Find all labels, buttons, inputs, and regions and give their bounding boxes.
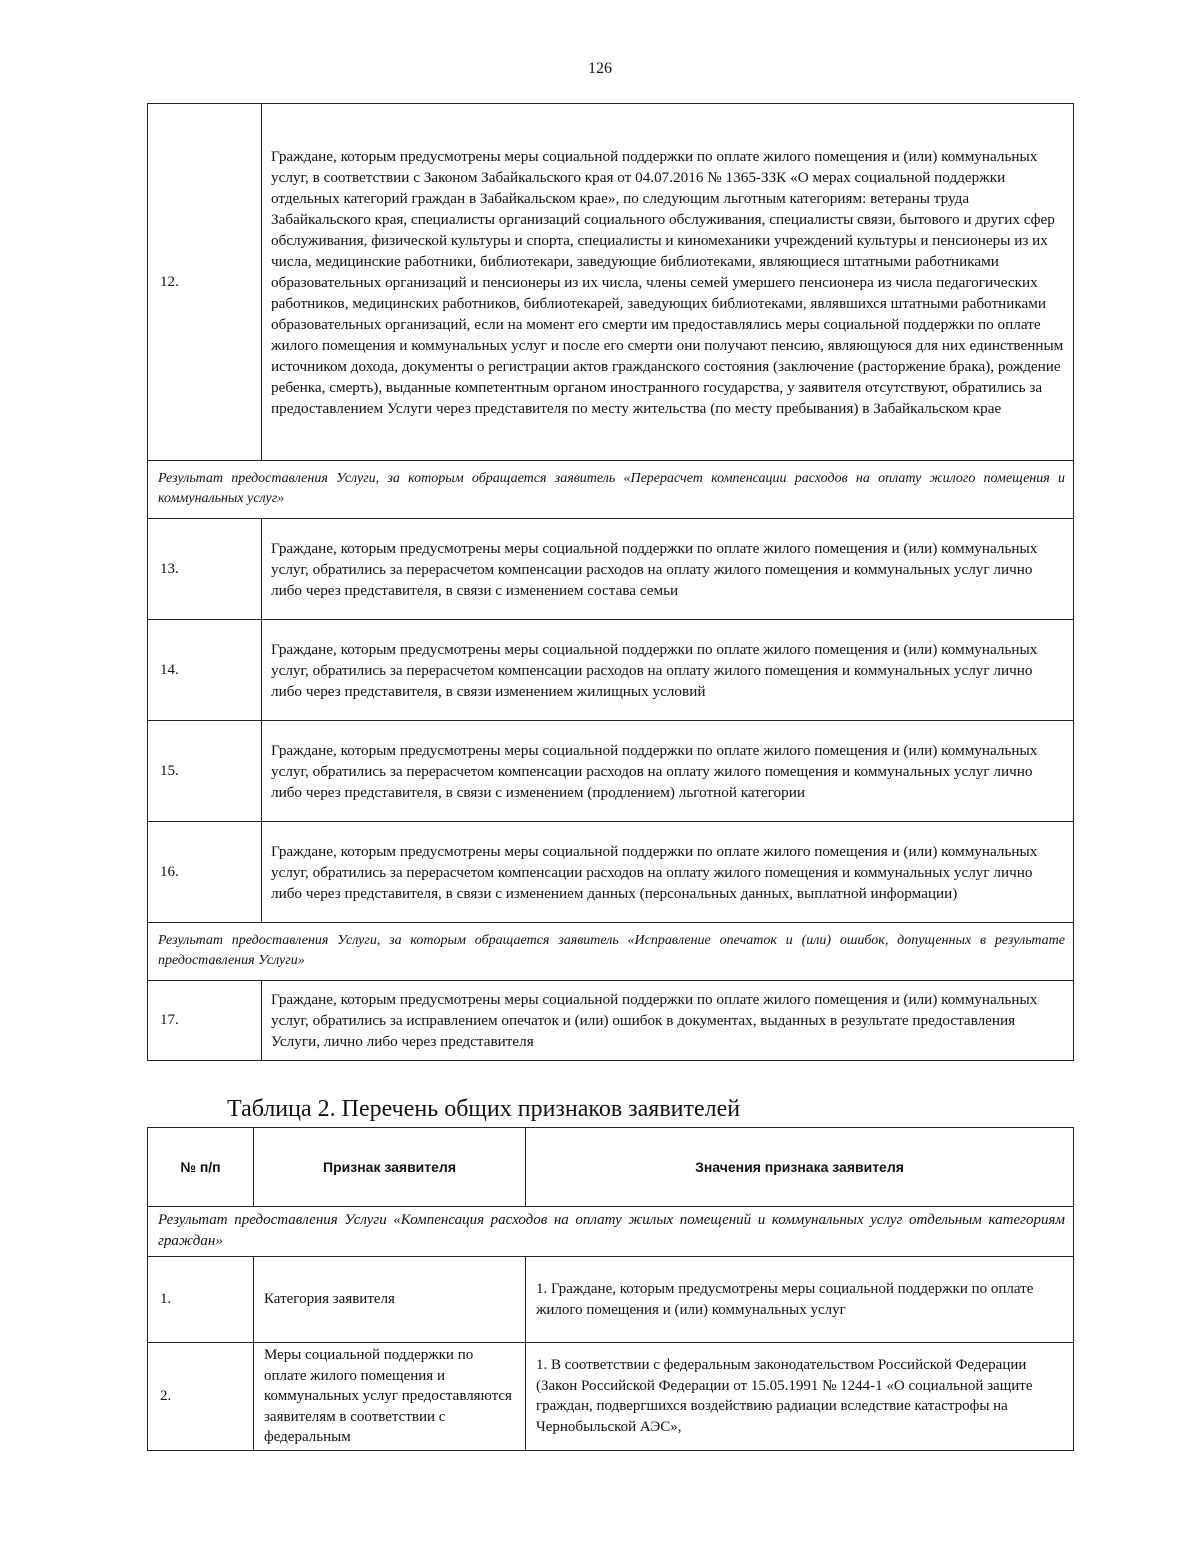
table-row xyxy=(148,1343,1074,1451)
row-attribute: Категория заявителя xyxy=(254,1257,526,1343)
row-number: 2. xyxy=(148,1343,254,1451)
table-row xyxy=(148,104,1074,461)
row-text: Граждане, которым предусмотрены меры социальной поддержки по оплате жилого помещения и (или) коммунальных услуг, обратились за перерасчетом компенсации расходов на оплату жилого помещения и коммунальных услуг лично либо через представителя, в связи с изменением (продлением) льготной категории xyxy=(262,721,1074,822)
table-row xyxy=(148,620,1074,721)
section-row xyxy=(148,1207,1074,1257)
row-number: 17. xyxy=(148,981,262,1061)
section-title: Результат предоставления Услуги «Компенсация расходов на оплату жилых помещений и коммунальных услуг отдельным категориям граждан» xyxy=(148,1207,1074,1257)
row-number: 15. xyxy=(148,721,262,822)
table-row xyxy=(148,519,1074,620)
header-num: № п/п xyxy=(148,1128,254,1207)
section-row xyxy=(148,923,1074,981)
table-2-caption: Таблица 2. Перечень общих признаков заявителей xyxy=(227,1096,741,1122)
table-row xyxy=(148,1257,1074,1343)
row-value: 1. В соответствии с федеральным законодательством Российской Федерации (Закон Российской Федерации от 15.05.1991 № 1244-1 «О социальной защите граждан, подвергшихся воздействию радиации вследствие катастрофы на Чернобыльской АЭС», xyxy=(526,1343,1074,1451)
table-row xyxy=(148,822,1074,923)
table-1 xyxy=(147,103,1074,1061)
row-number: 1. xyxy=(148,1257,254,1343)
section-title: Результат предоставления Услуги, за которым обращается заявитель «Перерасчет компенсации расходов на оплату жилого помещения и коммунальных услуг» xyxy=(148,461,1074,519)
table-2 xyxy=(147,1127,1074,1451)
table-row xyxy=(148,981,1074,1061)
page-number: 126 xyxy=(588,60,612,77)
row-text: Граждане, которым предусмотрены меры социальной поддержки по оплате жилого помещения и (или) коммунальных услуг, обратились за перерасчетом компенсации расходов на оплату жилого помещения и коммунальных услуг лично либо через представителя, в связи изменением жилищных условий xyxy=(262,620,1074,721)
row-number: 16. xyxy=(148,822,262,923)
row-value: 1. Граждане, которым предусмотрены меры социальной поддержки по оплате жилого помещения и (или) коммунальных услуг xyxy=(526,1257,1074,1343)
section-title: Результат предоставления Услуги, за которым обращается заявитель «Исправление опечаток и (или) ошибок, допущенных в результате предоставления Услуги» xyxy=(148,923,1074,981)
header-val: Значения признака заявителя xyxy=(526,1128,1074,1207)
header-row xyxy=(148,1128,1074,1207)
row-number: 13. xyxy=(148,519,262,620)
row-attribute: Меры социальной поддержки по оплате жилого помещения и коммунальных услуг предоставляются заявителям в соответствии с федеральным xyxy=(254,1343,526,1451)
row-text: Граждане, которым предусмотрены меры социальной поддержки по оплате жилого помещения и (или) коммунальных услуг, в соответствии с Законом Забайкальского края от 04.07.2016 № 1365-ЗЗК «О мерах социальной поддержки отдельных категорий граждан в Забайкальском крае», по следующим льготным категориям: ветераны труда Забайкальского края, специалисты организаций социального обслуживания, специалисты связи, бытового и других сфер обслуживания, физической культуры и спорта, специалисты и киномеханики учреждений культуры и пенсионеры из их числа, медицинские работники, библиотекари, заведующие библиотеками, являющиеся штатными работниками образовательных организаций и пенсионеры из их числа, члены семей умершего пенсионера из числа педагогических работников, медицинских работников, библиотекарей, заведующих библиотеками, являвшихся штатными работниками образовательных организаций, если на момент его смерти им предоставлялись меры социальной поддержки по оплате жилого помещения и коммунальных услуг и после его смерти они получают пенсию, являющуюся для них единственным источником дохода, документы о регистрации актов гражданского состояния (заключение (расторжение брака), рождение ребенка, смерть), выданные компетентным органом иностранного государства, у заявителя отсутствуют, обратились за предоставлением Услуги через представителя по месту жительства (по месту пребывания) в Забайкальском крае xyxy=(262,104,1074,461)
row-text: Граждане, которым предусмотрены меры социальной поддержки по оплате жилого помещения и (или) коммунальных услуг, обратились за перерасчетом компенсации расходов на оплату жилого помещения и коммунальных услуг лично либо через представителя, в связи с изменением состава семьи xyxy=(262,519,1074,620)
row-number: 12. xyxy=(148,104,262,461)
table-row xyxy=(148,721,1074,822)
header-attr: Признак заявителя xyxy=(254,1128,526,1207)
row-number: 14. xyxy=(148,620,262,721)
row-text: Граждане, которым предусмотрены меры социальной поддержки по оплате жилого помещения и (или) коммунальных услуг, обратились за исправлением опечаток и (или) ошибок в документах, выданных в результате предоставления Услуги, лично либо через представителя xyxy=(262,981,1074,1061)
section-row xyxy=(148,461,1074,519)
row-text: Граждане, которым предусмотрены меры социальной поддержки по оплате жилого помещения и (или) коммунальных услуг, обратились за перерасчетом компенсации расходов на оплату жилого помещения и коммунальных услуг лично либо через представителя, в связи с изменением данных (персональных данных, выплатной информации) xyxy=(262,822,1074,923)
